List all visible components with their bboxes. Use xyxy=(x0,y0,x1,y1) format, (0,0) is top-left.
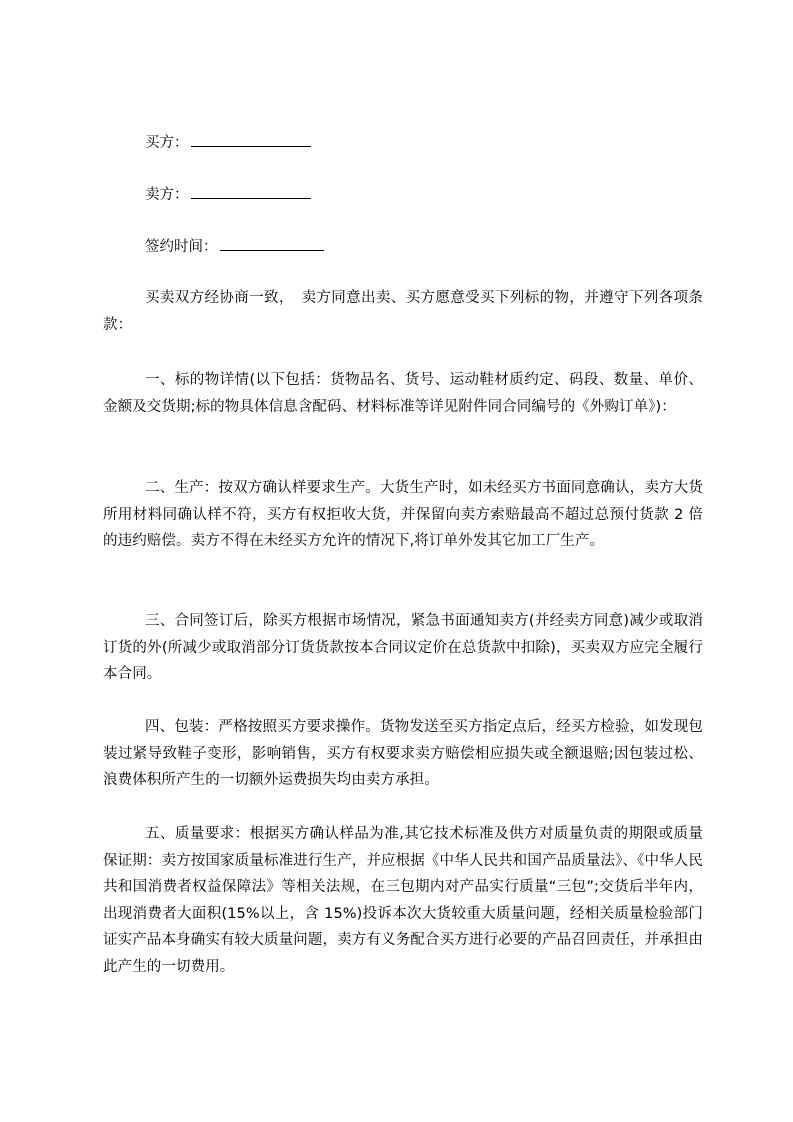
sign-time-field xyxy=(145,236,324,257)
clause-3-paragraph: 三、合同签订后，除买方根据市场情况，紧急书面通知卖方(并经卖方同意)减少或取消订货的外(所减少或取消部分订货货款按本合同议定价在总货款中扣除)，买卖双方应完全履行本合同。 xyxy=(103,613,703,682)
buyer-field xyxy=(145,132,311,153)
buyer-label: 买方： xyxy=(145,135,189,151)
intro-paragraph: 买卖双方经协商一致， 卖方同意出卖、买方愿意受买下列标的物，并遵守下列各项条款： xyxy=(103,290,703,333)
sign-time-blank-line xyxy=(220,236,324,251)
seller-label: 卖方： xyxy=(145,187,189,203)
seller-blank-line xyxy=(191,184,311,199)
clause-5-paragraph: 五、质量要求：根据买方确认样品为准,其它技术标准及供方对质量负责的期限或质量保证期：卖方按国家质量标准进行生产，并应根据《中华人民共和国产品质量法》、《中华人民共和国消费者权益保障法》等相关法规，在三包期内对产品实行质量“三包”;交货后半年内，出现消费者大面积(15%以上，含 15%)投诉本次大货较重大质量问题，经相关质量检验部门证实产品本身确实有较大质量问题，卖方有义务配合买方进行必要的产品召回责任，并承担由此产生的一切费用。 xyxy=(103,826,703,975)
clause-2-paragraph: 二、生产：按双方确认样要求生产。大货生产时，如未经买方书面同意确认，卖方大货所用材料同确认样不符，买方有权拒收大货，并保留向卖方索赔最高不超过总预付货款 2 倍的违约赔偿。卖方不得在未经买方允许的情况下,将订单外发其它加工厂生产。 xyxy=(103,480,703,549)
clause-1-paragraph: 一、标的物详情(以下包括：货物品名、货号、运动鞋材质约定、码段、数量、单价、金额及交货期;标的物具体信息含配码、材料标准等详见附件同合同编号的《外购订单》)： xyxy=(103,372,703,415)
clause-4-paragraph: 四、包装：严格按照买方要求操作。货物发送至买方指定点后，经买方检验，如发现包装过紧导致鞋子变形，影响销售，买方有权要求卖方赔偿相应损失或全额退赔;因包装过松、浪费体积所产生的一切额外运费损失均由卖方承担。 xyxy=(103,719,703,788)
sign-time-label: 签约时间： xyxy=(145,239,218,255)
seller-field xyxy=(145,184,311,205)
buyer-blank-line xyxy=(191,132,311,147)
